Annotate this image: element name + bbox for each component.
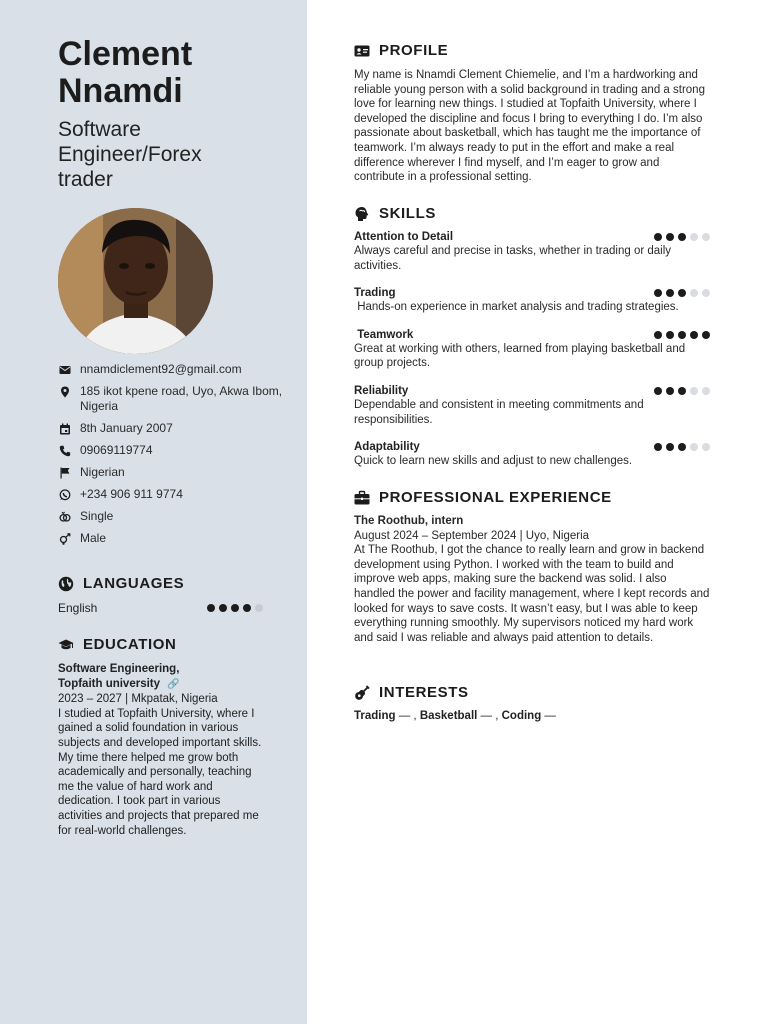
rating-dot-filled [654, 289, 662, 297]
skill-desc: Always careful and precise in tasks, whether in trading or daily activities. [354, 245, 672, 272]
rating-dot-filled [702, 331, 710, 339]
languages-heading-text: LANGUAGES [83, 575, 185, 592]
birthday-text: 8th January 2007 [80, 421, 173, 435]
education-school[interactable]: Topfaith university [58, 677, 161, 690]
experience-meta: August 2024 – September 2024 | Uyo, Nigeria [354, 529, 590, 542]
skill-desc: Great at working with others, learned from playing basketball and group projects. [354, 342, 686, 370]
rating-dot-filled [666, 289, 674, 297]
education-school-line [58, 677, 263, 693]
rating-dot-filled [690, 331, 698, 339]
contact-birthday [58, 421, 288, 436]
skill-item [354, 286, 710, 315]
rating-dot-filled [654, 443, 662, 451]
education-entry [58, 662, 263, 838]
interest-separator: — [541, 710, 560, 722]
rating-dot-filled [666, 443, 674, 451]
rating-dot-empty [690, 289, 698, 297]
briefcase-icon [354, 490, 370, 506]
contact-nationality [58, 465, 288, 480]
skill-item [354, 230, 710, 273]
rating-dot-filled [207, 604, 215, 612]
education-heading [58, 636, 176, 653]
email-text: nnamdiclement92@gmail.com [80, 362, 242, 376]
contact-marital [58, 509, 288, 524]
skill-name: Adaptability [354, 441, 420, 454]
skill-desc: Hands-on experience in market analysis and trading strategies. [354, 301, 679, 314]
skills-heading [354, 205, 436, 222]
skill-name: Attention to Detail [354, 231, 454, 243]
contact-whatsapp[interactable] [58, 487, 288, 502]
contact-email[interactable] [58, 362, 288, 377]
profile-text: My name is Nnamdi Clement Chiemelie, and I’m a hardworking and reliable young person with a solid background in trading and a strong love for learning new things. I studied at Topfaith University, where I developed the discipline and focus I bring to everything I do. I’m also passionate about basketball, which has taught me the importance of teamwork. I’m always ready to put in the effort and make a real difference wherever I find myself, and I’m eager to grow and contribute in a professional setting. [354, 69, 705, 184]
rating-dot-filled [654, 387, 662, 395]
experience-role: The Roothub, intern [354, 515, 464, 527]
graduation-cap-icon [58, 637, 74, 653]
rating-dot-empty [702, 443, 710, 451]
address-text: 185 ikot kpene road, Uyo, Akwa Ibom, Nigeria [80, 384, 283, 413]
gender-icon [58, 532, 71, 545]
education-degree: Software Engineering, [58, 663, 180, 675]
whatsapp-icon [58, 488, 71, 501]
rings-icon [58, 510, 71, 523]
interest-separator: — [477, 710, 496, 722]
rating-dot-filled [666, 387, 674, 395]
nationality-text: Nigerian [80, 465, 125, 479]
languages-heading [58, 575, 184, 592]
rating-dot-filled [231, 604, 239, 612]
language-name: English [58, 601, 98, 615]
experience-heading [354, 489, 612, 506]
experience-heading-text: PROFESSIONAL EXPERIENCE [379, 489, 612, 506]
marital-text: Single [80, 509, 114, 523]
skill-rating [654, 233, 710, 241]
contact-address [58, 384, 288, 414]
sidebar [0, 0, 307, 1024]
interest-item: Coding [501, 710, 542, 722]
rating-dot-empty [702, 289, 710, 297]
calendar-icon [58, 422, 71, 435]
skill-desc: Dependable and consistent in meeting commitments and responsibilities. [354, 398, 644, 426]
rating-dot-empty [690, 387, 698, 395]
contact-list [58, 362, 288, 553]
rating-dot-filled [678, 443, 686, 451]
education-meta: 2023 – 2027 | Mkpatak, Nigeria [58, 693, 218, 706]
interest-item: Basketball [419, 710, 478, 722]
education-description: I studied at Topfaith University, where I gained a solid foundation in various subjects and developed important skills. My time there helped me grow both academically and personally, teaching me the value of hard work and dedication. I took part in various activities and projects that prepared me for real-world challenges. [58, 707, 262, 837]
language-row [58, 601, 263, 615]
rating-dot-filled [654, 233, 662, 241]
interest-item: Trading [354, 710, 396, 722]
experience-text: At The Roothub, I got the chance to really learn and grow in backend development using Python. I worked with the team to build and improve web apps, making sure the backend was solid. I also handled the power and facility management, where I kept records and looked for ways to save costs. It wasn’t easy, but I was able to keep everything running smoothly. My supervisors noticed my hard work and said I was reliable and always paid attention to details. [354, 544, 710, 644]
skill-rating [654, 289, 710, 297]
education-heading-text: EDUCATION [83, 636, 177, 653]
rating-dot-filled [678, 289, 686, 297]
skill-name: Teamwork [354, 328, 414, 341]
contact-phone[interactable] [58, 443, 288, 458]
contact-gender [58, 531, 288, 546]
last-name: Nnamdi [58, 72, 183, 110]
skill-name: Reliability [354, 384, 409, 397]
rating-dot-filled [666, 331, 674, 339]
skill-item [354, 440, 710, 469]
skill-rating [654, 443, 710, 451]
experience-entry [354, 514, 710, 645]
rating-dot-filled [666, 233, 674, 241]
rating-dot-filled [243, 604, 251, 612]
first-name: Clement [58, 35, 193, 73]
interests-list: Trading — , Basketball — , Coding — [354, 710, 560, 722]
rating-dot-empty [690, 233, 698, 241]
phone-icon [58, 444, 71, 457]
id-card-icon [354, 43, 370, 59]
rating-dot-empty [690, 443, 698, 451]
guitar-icon [354, 685, 370, 701]
skill-item [354, 328, 710, 371]
rating-dot-filled [678, 387, 686, 395]
rating-dot-empty [255, 604, 263, 612]
skills-heading-text: SKILLS [379, 205, 436, 222]
phone-text: 09069119774 [80, 443, 153, 457]
skill-rating [654, 331, 710, 339]
job-title: Software Engineer/Forex trader [58, 118, 202, 191]
rating-dot-filled [678, 233, 686, 241]
full-name [58, 36, 192, 110]
envelope-icon [58, 363, 71, 376]
skill-name: Trading [354, 287, 396, 300]
skill-rating [654, 387, 710, 395]
portrait-image [58, 208, 213, 354]
rating-dot-empty [702, 233, 710, 241]
rating-dot-filled [654, 331, 662, 339]
language-rating [207, 604, 263, 612]
rating-dot-filled [678, 331, 686, 339]
rating-dot-empty [702, 387, 710, 395]
skill-desc: Quick to learn new skills and adjust to new challenges. [354, 455, 633, 468]
link-icon[interactable]: 🔗 [167, 678, 180, 690]
location-pin-icon [58, 385, 71, 398]
flag-icon [58, 466, 71, 479]
whatsapp-text: +234 906 911 9774 [80, 487, 183, 501]
interests-heading [354, 684, 469, 701]
profile-heading [354, 42, 448, 59]
interests-heading-text: INTERESTS [379, 684, 469, 701]
interest-separator: — [395, 710, 414, 722]
skill-item [354, 384, 710, 427]
skills-list [354, 230, 710, 482]
globe-icon [58, 576, 74, 592]
profile-heading-text: PROFILE [379, 42, 449, 59]
rating-dot-filled [219, 604, 227, 612]
main-content [307, 0, 768, 1024]
brain-icon [354, 206, 370, 222]
gender-text: Male [80, 531, 107, 545]
profile-photo [58, 208, 213, 354]
